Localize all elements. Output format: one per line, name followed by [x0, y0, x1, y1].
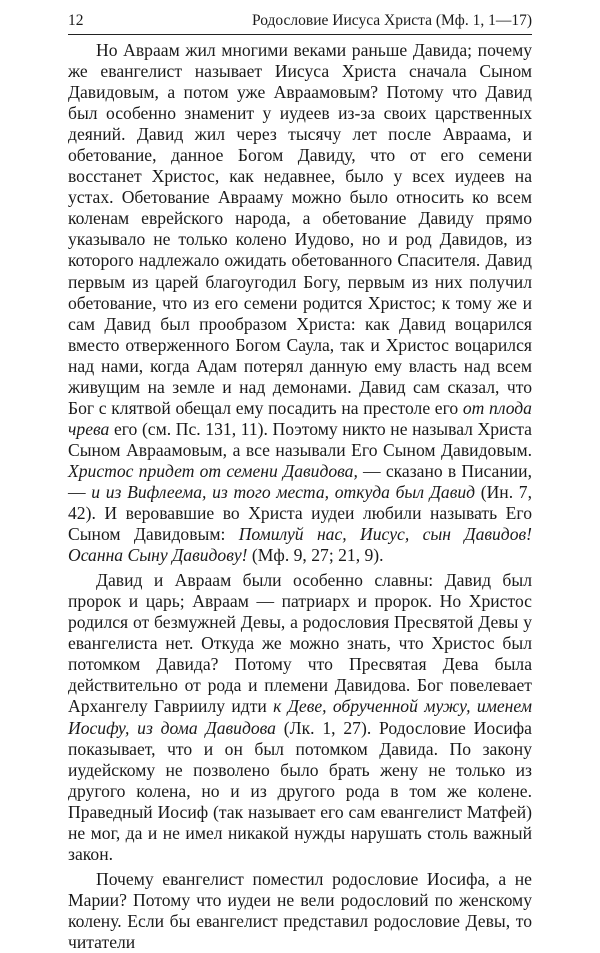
italic-quote: Христос придет от семени Давидова,	[68, 460, 358, 481]
text-run: — сказано в Писании, —	[68, 460, 532, 502]
text-run: (Лк. 1, 27). Родословие Иосифа показывает, что и он был потомком Давида. По закону иудейскому не позволено было брать жену не только из другого колена, но и из другого рода в том же колене. Праведный Иосиф (так называет его сам евангелист Матфей) не мог, да и не имел никакой нужды нарушать столь важный закон.	[68, 717, 532, 864]
text-run: Но Авраам жил многими веками раньше Давида; почему же евангелист называет Иисуса Христа сначала Сыном Давидовым, а потом уже Авраамовым? Потому что Давид был особенно знаменит у иудеев из-за своих царственных деяний. Давид жил через тысячу лет после Авраама, и обетование, данное Богом Давиду, что от его семени восстанет Христос, как недавнее, было у всех иудеев на устах. Обетование Аврааму можно было относить ко всем коленам еврейского народа, а обетование Давиду прямо указывало не только колено Иудово, но и род Давидов, из которого надлежало ожидать обетованного Спасителя. Давид первым из царей благоугодил Богу, первым из них получил обетование, что из его семени родится Христос; к тому же и сам Давид был прообразом Христа: как Давид воцарился вместо отверженного Богом Саула, так и Христос воцарился над нами, когда Адам потерял данную ему власть над всем живущим на земле и над демонами. Давид сам сказал, что Бог с клятвой обещал ему посадить на престоле его	[68, 40, 532, 418]
text-run: Почему евангелист поместил родословие Иосифа, а не Марии? Потому что иудеи не вели родословий по женскому колену. Если бы евангелист представил родословие Девы, то читатели	[68, 868, 532, 952]
italic-quote: от плода чрева	[68, 397, 532, 439]
paragraph	[68, 869, 532, 953]
body-text	[68, 40, 532, 953]
italic-quote: Помилуй нас, Иисус, сын Давидов! Осанна Сыну Давидову!	[68, 524, 533, 566]
page-header	[68, 8, 532, 35]
italic-quote: и из Вифлеема, из того места, откуда был Давид	[91, 481, 476, 502]
text-run: его (см. Пс. 131, 11). Поэтому никто не называл Христа Сыном Авраамовым, а все называли Его Сыном Давидовым.	[68, 418, 532, 460]
text-run: (Мф. 9, 27; 21, 9).	[247, 545, 384, 566]
paragraph	[68, 570, 532, 865]
text-run: (Ин. 7, 42). И веровавшие во Христа иудеи любили называть Его Сыном Давидовым:	[68, 481, 532, 545]
italic-quote: к Деве, обрученной мужу, именем Иосифу, из дома Давидова	[68, 696, 532, 738]
running-title: Родословие Иисуса Христа (Мф. 1, 1—17)	[251, 12, 532, 29]
paragraph	[68, 40, 532, 566]
page-number: 12	[68, 12, 84, 29]
text-run: Давид и Авраам были особенно славны: Давид был пророк и царь; Авраам — патриарх и пророк. Но Христос родился от безмужней Девы, а родословия Пресвятой Девы у евангелиста нет. Откуда же можно знать, что Христос был потомком Давида? Потому что Пресвятая Дева была действительно от рода и племени Давидова. Бог повелевает Архангелу Гавриилу идти	[68, 570, 532, 717]
